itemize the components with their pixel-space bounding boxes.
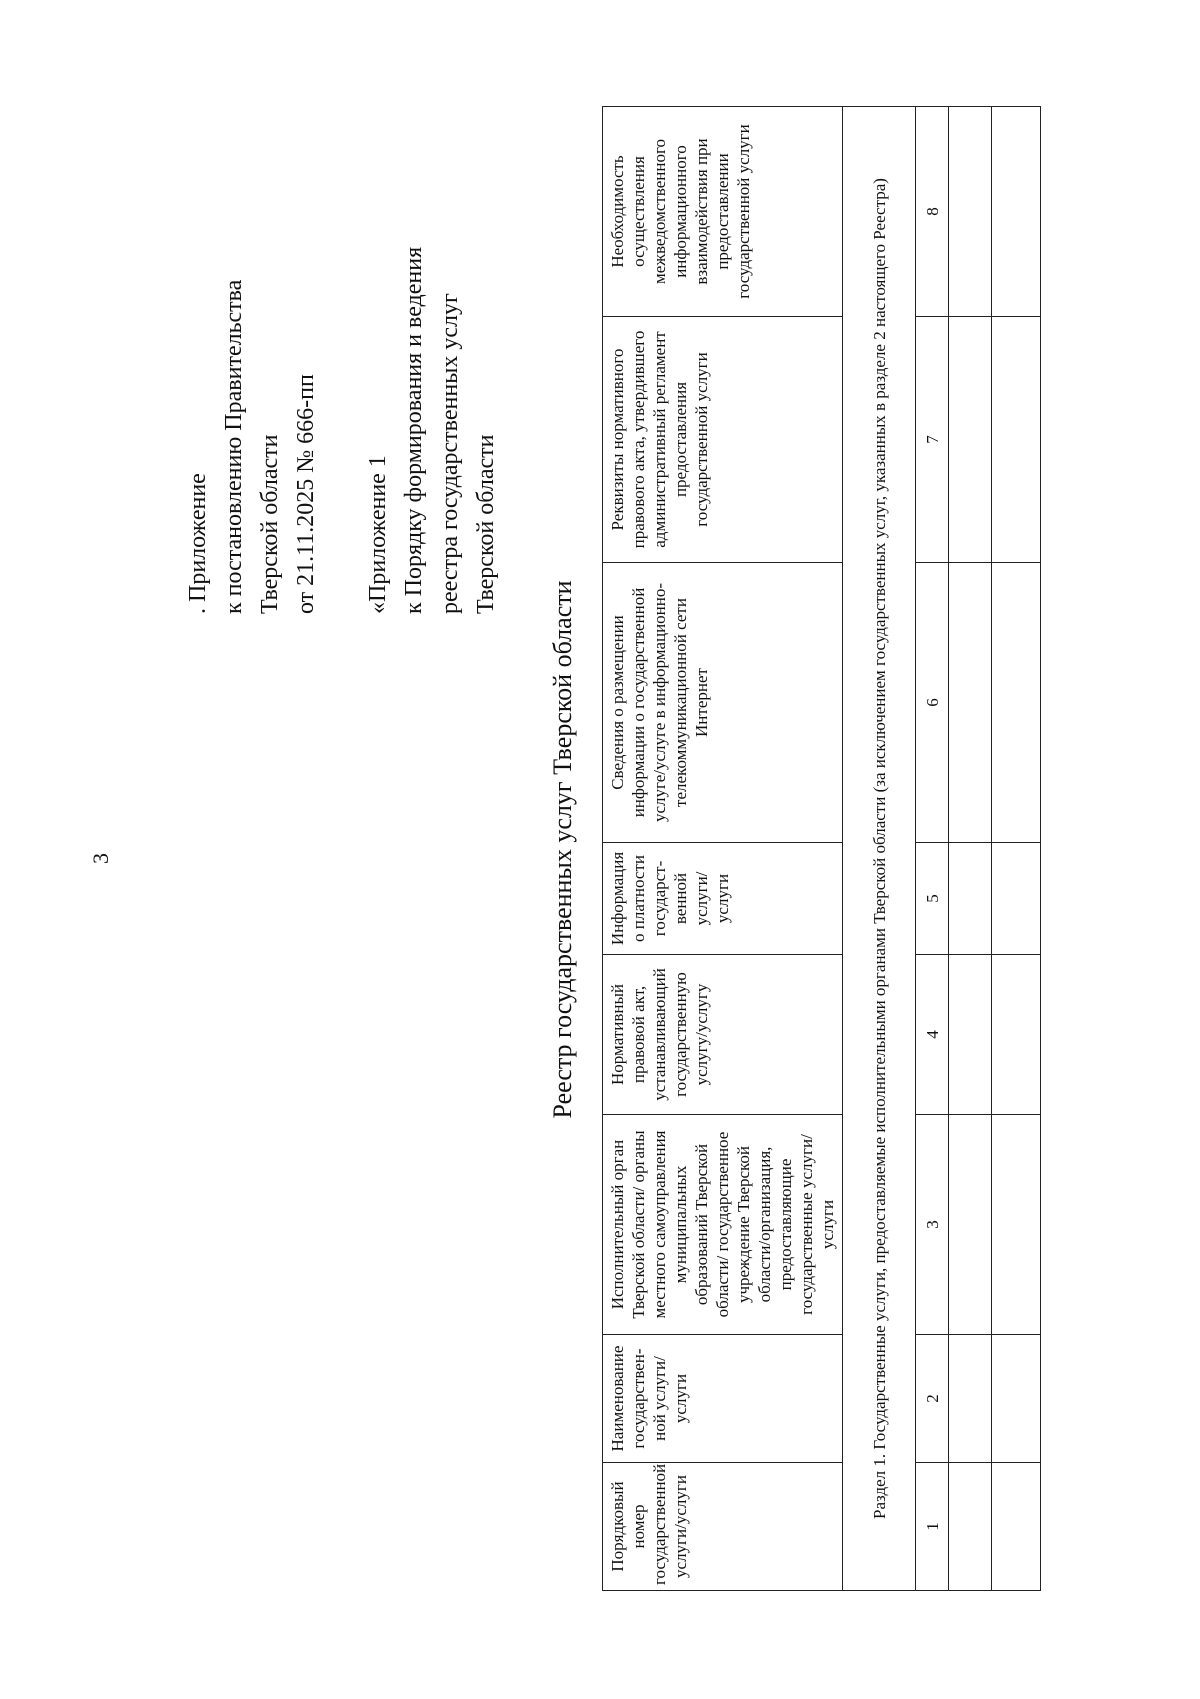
header-cell: Информация о платности государст-венной услуги/ услуги — [603, 843, 843, 955]
header-cell: Исполнительный орган Тверской области/ органы местного самоуправления муниципальных образований Тверской области/ государственное учреждение Тверской области/организация, предоставляющие государственные услуги/услуги — [603, 1115, 843, 1335]
column-number-cell: 1 — [916, 1463, 949, 1591]
column-number-row — [916, 107, 949, 1591]
registry-table — [602, 106, 1041, 1591]
appendix-line: реестра государственных услуг — [437, 293, 463, 614]
appendix-spacer — [324, 247, 360, 614]
empty-cell — [992, 843, 1041, 955]
header-cell: Необходимость осуществления межведомственного информационного взаимодействия при предоставлении государственной услуги — [603, 107, 843, 317]
appendix-line: к постановлению Правительства — [221, 279, 247, 614]
column-number-cell: 6 — [916, 563, 949, 843]
empty-cell — [949, 955, 992, 1115]
empty-cell — [992, 955, 1041, 1115]
section-heading: Раздел 1. Государственные услуги, предоставляемые исполнительными органами Тверской области (за исключением государственных услуг, указанных в разделе 2 настоящего Реестра) — [843, 107, 916, 1591]
column-number-cell: 4 — [916, 955, 949, 1115]
appendix-line: Тверской области — [473, 434, 499, 614]
column-number-cell: 7 — [916, 317, 949, 563]
empty-cell — [992, 1335, 1041, 1463]
appendix-line: к Порядку формирования и ведения — [401, 246, 427, 614]
appendix-line: «Приложение 1 — [365, 455, 391, 614]
header-cell: Сведения о размещении информации о государственной услуге/услуге в информационно-телекоммуникационной сети Интернет — [603, 563, 843, 843]
section-row — [843, 107, 916, 1591]
empty-cell — [949, 107, 992, 317]
empty-cell — [949, 843, 992, 955]
page-number: 3 — [88, 853, 113, 864]
header-cell: Нормативный правовой акт, устанавливающий государственную услугу/услугу — [603, 955, 843, 1115]
empty-row — [949, 107, 992, 1591]
header-cell: Реквизиты нормативного правового акта, утвердившего административный регламент предоставления государственной услуги — [603, 317, 843, 563]
empty-cell — [949, 317, 992, 563]
empty-cell — [992, 1115, 1041, 1335]
empty-cell — [992, 317, 1041, 563]
empty-cell — [992, 563, 1041, 843]
empty-cell — [949, 1463, 992, 1591]
column-number-cell: 3 — [916, 1115, 949, 1335]
appendix-block — [180, 247, 504, 614]
empty-row — [992, 107, 1041, 1591]
column-number-cell: 5 — [916, 843, 949, 955]
empty-cell — [992, 107, 1041, 317]
appendix-line: . Приложение — [185, 473, 211, 614]
appendix-line: от 21.11.2025 № 666-пп — [293, 374, 319, 614]
header-cell: Наименование государствен-ной услуги/ услуги — [603, 1335, 843, 1463]
appendix-line: Тверской области — [257, 434, 283, 614]
column-number-cell: 2 — [916, 1335, 949, 1463]
header-cell: Порядковый номер государственной услуги/услуги — [603, 1463, 843, 1591]
column-number-cell: 8 — [916, 107, 949, 317]
empty-cell — [949, 1335, 992, 1463]
empty-cell — [992, 1463, 1041, 1591]
registry-title: Реестр государственных услуг Тверской области — [548, 580, 577, 1119]
header-row — [603, 107, 843, 1591]
empty-cell — [949, 563, 992, 843]
empty-cell — [949, 1115, 992, 1335]
